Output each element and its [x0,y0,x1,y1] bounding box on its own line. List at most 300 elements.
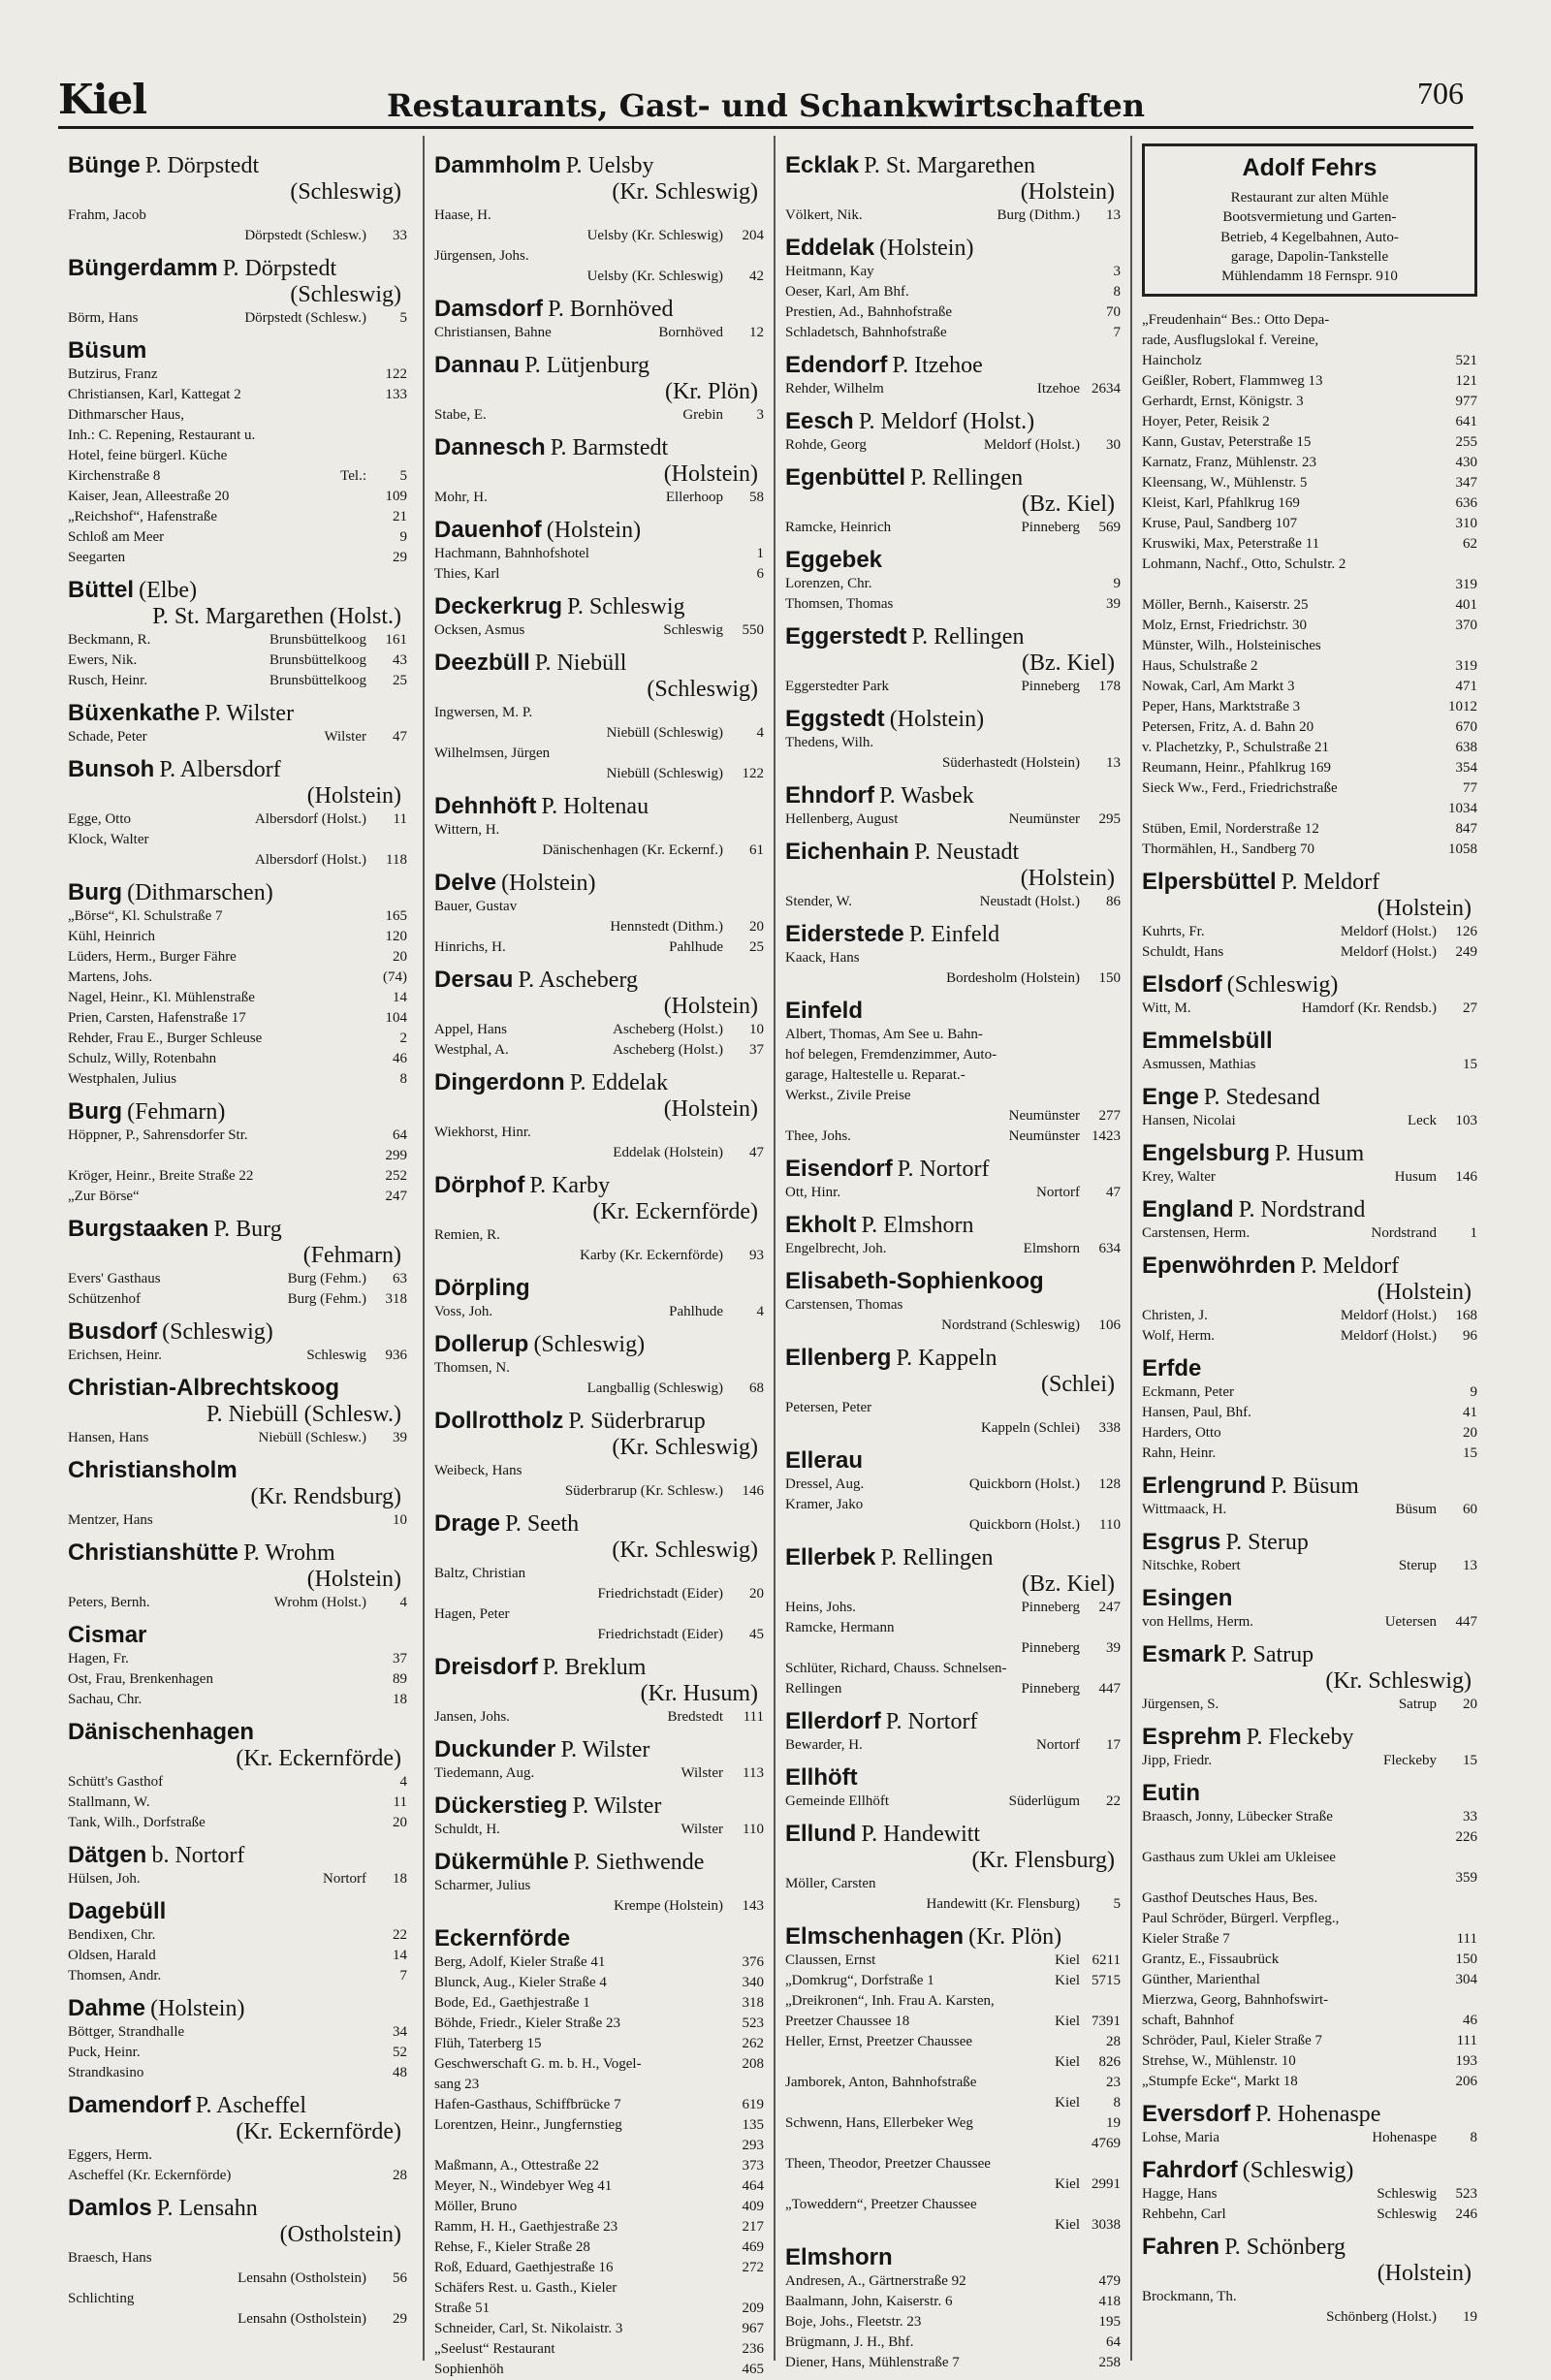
place-entry [68,577,407,691]
listing-name: Ott, Hinr. [785,1185,841,1200]
listing-location: Bredstedt [667,1709,723,1725]
listing-name: Böttger, Strandhalle [68,2024,185,2040]
place-name: Elmschenhagen [785,1923,965,1950]
listing-location: Pahlhude [669,939,723,955]
listing-phone: 61 [749,842,764,858]
place-post: (Holstein) [150,1996,245,2021]
listing-phone: 272 [742,2260,764,2275]
listing-name: Oldsen, Harald [68,1948,156,1963]
listing-location: Friedrichstadt (Eider) [597,1586,723,1602]
listing-row [785,2312,1121,2332]
place-post: (Holstein) [889,707,985,732]
listing-phone: 193 [1455,2053,1477,2070]
listing-name: Schladetsch, Bahnhofstraße [785,325,947,340]
listing-phone: 9 [1113,576,1121,591]
listing-name: Westphal, A. [434,1042,509,1058]
listing-phone: 47 [393,729,407,745]
place-entry [434,1408,764,1502]
place-post: P. Nordstrand [1238,1197,1366,1223]
place-name: Epenwöhrden [1142,1253,1296,1280]
listing-row [785,1316,1121,1336]
place-post: P. Fleckeby [1246,1725,1354,1751]
place-entry [68,1098,407,1207]
listing-name: Baltz, Christian [434,1566,526,1581]
column-divider [774,136,776,2361]
listing-name: Appel, Hans [434,1022,507,1037]
place-post: (Kr. Plön) [968,1924,1062,1950]
listing-row [434,1302,764,1322]
place-name: Burgstaaken [68,1216,209,1242]
listing-phone: 21 [393,509,407,524]
listing-location: Ascheberg (Holst.) [613,1042,723,1058]
place-post: P. Breklum [542,1655,647,1680]
listing-row [68,2309,407,2330]
listing-row [68,947,407,968]
place-entry [434,1331,764,1399]
listing-location: Burg (Dithm.) [997,207,1080,223]
listing-name: Kruswiki, Max, Peterstraße 11 [1142,536,1320,553]
place-heading [785,1708,1121,1735]
listing-phone: 111 [1456,2033,1477,2049]
listing-phone: 967 [742,2321,764,2336]
listing-phone: 70 [1106,304,1121,320]
listing-phone: 168 [1455,1308,1477,1324]
listing-location: Elmshorn [1023,1241,1080,1256]
listing-name: Schützenhof [68,1291,141,1307]
listing-phone: 4 [399,1774,407,1790]
listing-row [68,527,407,548]
place-entry [1142,1196,1477,1244]
listing-location: Schleswig [1377,2206,1437,2223]
listing-row [1142,473,1477,493]
listing-row [434,226,764,246]
listing-row [434,744,764,764]
listing-location: Wilster [324,729,366,745]
place-post: (Holstein) [546,518,642,543]
listing-name: Heitmann, Kay [785,264,874,279]
listing-phone: 2 [399,1031,407,1046]
listing-name: Wolf, Herm. [1142,1328,1216,1345]
listing-row [68,1925,407,1946]
listing-name: Schloß am Meer [68,529,165,545]
place-post: P. Sterup [1225,1530,1309,1556]
listing-name: Thee, Johs. [785,1128,851,1144]
place-entry [785,235,1121,343]
listing-row [1142,1807,1477,1827]
listing-name: Heins, Johs. [785,1600,856,1615]
place-heading [785,782,1121,809]
listing-name: Petersen, Fritz, A. d. Bahn 20 [1142,719,1314,736]
listing-row [785,1874,1121,1894]
place-post: (Schleswig) [533,1332,646,1357]
listing-row [785,1971,1121,1991]
listing-name: Gasthaus zum Uklei am Ukleisee [1142,1850,1336,1866]
listing-row [68,1049,407,1069]
listing-location: Schleswig [306,1348,366,1363]
place-name: Dannesch [434,434,546,460]
place-entry [68,2195,407,2330]
listing-row [785,1106,1121,1127]
listing-name: Nowak, Carl, Am Markt 3 [1142,679,1295,695]
listing-phone: 46 [393,1051,407,1066]
listing-location: Satrup [1398,1697,1437,1713]
listing-name: Klock, Walter [68,832,149,847]
listing-name: Schuldt, H. [434,1822,500,1837]
place-entry [68,2092,407,2186]
place-name: Ekholt [785,1212,857,1238]
place-name: Bunsoh [68,756,155,782]
listing-name: Frahm, Jacob [68,207,146,223]
listing-name: Lohse, Maria [1142,2130,1219,2146]
listing-name: Rehse, F., Kieler Straße 28 [434,2239,590,2255]
listing-phone: 118 [386,852,407,868]
listing-name: Hansen, Hans [68,1430,149,1445]
listing-row [1142,697,1477,717]
listing-phone: 8 [1470,2130,1477,2146]
place-name: Dänischenhagen [68,1719,255,1745]
listing-row [68,906,407,927]
listing-name: v. Plachetzky, P., Schulstraße 21 [1142,740,1330,756]
place-name: Dückerstieg [434,1793,568,1819]
listing-name: Inh.: C. Repening, Restaurant u. [68,428,256,443]
place-heading [1142,971,1477,999]
listing-phone: 122 [385,366,407,382]
place-name: Fahren [1142,2234,1220,2261]
listing-row [1142,310,1477,331]
listing-row [434,2339,764,2360]
listing-location: Quickborn (Holst.) [968,1476,1080,1492]
listing-row [785,2073,1121,2093]
place-name: Dätgen [68,1842,147,1868]
listing-row [785,574,1121,594]
listing-phone: 47 [749,1145,764,1160]
place-entry [1142,2234,1477,2328]
listing-row [785,2134,1121,2154]
place-heading [434,434,764,461]
listing-phone: 30 [1106,437,1121,453]
listing-row [1142,1909,1477,1929]
listing-phone: 5 [1113,1896,1121,1912]
listing-name: Berg, Adolf, Kieler Straße 41 [434,1954,606,1970]
place-name: Eesch [785,408,854,434]
listing-name: Ost, Frau, Brenkenhagen [68,1671,213,1687]
listing-row [68,446,407,466]
listing-location: Pinneberg [1021,520,1080,535]
listing-row [434,2136,764,2156]
listing-row [68,206,407,226]
listing-row [68,1813,407,1833]
place-region: (Kr. Eckernförde) [592,1199,758,1224]
listing-row [434,703,764,723]
listing-name: Schuldt, Hans [1142,944,1224,961]
place-name: Ehndorf [785,782,874,809]
listing-row [1142,1612,1477,1633]
listing-row [68,2269,407,2289]
place-name: Eggerstedt [785,623,907,650]
place-heading [434,1736,764,1763]
place-heading [785,235,1121,262]
listing-name: Rusch, Heinr. [68,673,148,688]
listing-phone: 370 [1455,618,1477,634]
listing-phone: 109 [385,489,407,504]
listing-phone: 122 [742,766,764,781]
listing-name: Kröger, Heinr., Breite Straße 22 [68,1168,254,1184]
listing-row [785,1295,1121,1316]
listing-name: Jürgensen, Johs. [434,248,529,264]
listing-name: Carstensen, Herm. [1142,1225,1250,1242]
listing-location: Pahlhude [669,1304,723,1319]
listing-phone: 217 [742,2219,764,2235]
listing-row [785,2012,1121,2032]
listing-row [1142,1695,1477,1715]
listing-row [434,841,764,861]
listing-name: Hagen, Peter [434,1606,510,1622]
listing-row [785,1991,1121,2012]
place-post: (Dithmarschen) [127,880,273,905]
place-post: P. Ascheffel [195,2093,306,2118]
listing-location: Pinneberg [1021,1640,1080,1656]
listing-phone: 9 [399,529,407,545]
place-post: P. Itzehoe [892,353,983,378]
listing-location: Kappeln (Schlei) [980,1420,1080,1436]
listing-phone: 359 [1455,1870,1477,1887]
place-heading [434,650,764,677]
listing-name: Geißler, Robert, Flammweg 13 [1142,373,1323,390]
place-name: Erlengrund [1142,1473,1267,1500]
listing-phone: 670 [1455,719,1477,736]
listing-phone: 25 [393,673,407,688]
listing-phone: 236 [742,2341,764,2357]
place-post: P. Niebüll [534,651,627,676]
listing-row [434,2156,764,2176]
listing-name: Beckmann, R. [68,632,151,648]
listing-location: Kiel [1055,2014,1080,2029]
listing-phone: 634 [1098,1241,1121,1256]
listing-name: Rohde, Georg [785,437,867,453]
listing-row [68,1690,407,1710]
listing-name: Rahn, Heinr. [1142,1445,1217,1462]
listing-phone: 247 [1098,1600,1121,1615]
place-region: (Ostholstein) [279,2222,401,2247]
listing-phone: 401 [1455,597,1477,614]
listing-row [1142,1223,1477,1244]
listing-name: Bode, Ed., Gaethjestraße 1 [434,1995,590,2011]
place-name: Eisendorf [785,1156,893,1182]
listing-name: Haincholz [1142,353,1202,369]
listing-name: Carstensen, Thomas [785,1297,903,1313]
listing-row [434,1461,764,1481]
listing-name: Lorentzen, Heinr., Jungfernstieg [434,2117,622,2133]
place-region: (Holstein) [663,1096,758,1122]
listing-location: Nortorf [323,1871,366,1887]
listing-phone: 161 [385,632,407,648]
listing-row [1142,331,1477,351]
place-entry [1142,1529,1477,1576]
place-post: P. Nortorf [897,1157,990,1182]
listing-phone: 373 [742,2158,764,2174]
listing-name: Böhde, Friedr., Kieler Straße 23 [434,2015,621,2031]
listing-row [1142,1970,1477,1990]
listing-row [68,466,407,487]
listing-row [1142,2011,1477,2031]
listing-location: Uelsby (Kr. Schleswig) [586,269,723,284]
place-post: P. Kappeln [896,1346,997,1371]
place-heading [785,2244,1121,2271]
listing-name: Strandkasino [68,2065,144,2080]
place-name: Christiansholm [68,1457,237,1483]
place-name: Damendorf [68,2092,191,2118]
place-heading [785,623,1121,651]
listing-phone: 37 [749,1042,764,1058]
listing-name: Sieck Ww., Ferd., Friedrichstraße [1142,780,1338,797]
listing-location: Grebin [682,407,723,423]
listing-phone: 936 [385,1348,407,1363]
listing-row [785,2032,1121,2052]
listing-row [1142,1111,1477,1131]
listing-location: Fleckeby [1383,1753,1437,1769]
listing-row [785,1679,1121,1699]
place-post: P. Wilster [560,1737,650,1762]
place-entry [68,1719,407,1833]
place-post: b. Nortorf [151,1843,245,1868]
listing-row [68,988,407,1008]
place-name: Dreisdorf [434,1654,538,1680]
listing-phone: 5715 [1092,1973,1121,1988]
listing-name: Kaiser, Jean, Alleestraße 20 [68,489,230,504]
listing-location: Sterup [1398,1558,1437,1574]
listing-phone: 64 [1106,2334,1121,2350]
listing-name: Christiansen, Bahne [434,325,552,340]
listing-name: Tank, Wilh., Dorfstraße [68,1815,206,1830]
listing-location: Süderbrarup (Kr. Schlesw.) [564,1483,723,1499]
listing-phone: 226 [1455,1829,1477,1846]
listing-name: Christiansen, Karl, Kattegat 2 [68,387,241,402]
listing-phone: 93 [749,1248,764,1263]
place-entry [434,352,764,426]
place-post: P. Hohenaspe [1255,2102,1381,2128]
place-heading [434,1793,764,1820]
listing-row [1142,493,1477,514]
place-post: P. Ascheberg [518,968,639,993]
listing-name: Engelbrecht, Joh. [785,1241,887,1256]
place-heading [68,1375,407,1402]
listing-row [434,1040,764,1061]
listing-name: Schlichting [68,2291,135,2306]
listing-row [1142,1306,1477,1326]
listing-name: Paul Schröder, Bürgerl. Verpfleg., [1142,1911,1340,1927]
place-name: Bünge [68,152,141,178]
place-name: Ellerdorf [785,1708,881,1734]
listing-row [785,1792,1121,1812]
listing-name: Prestien, Ad., Bahnhofstraße [785,304,953,320]
place-name: Eggstedt [785,706,885,732]
place-name: Dükermühle [434,1849,569,1875]
listing-row [785,2332,1121,2353]
advert-line: Mühlendamm 18 Fernspr. 910 [1221,269,1398,284]
listing-row [1142,2031,1477,2051]
listing-name: Völkert, Nik. [785,207,863,223]
listing-phone: 62 [1463,536,1477,553]
listing-row [1142,555,1477,575]
place-post: P. Süderbrarup [568,1409,706,1434]
place-region: (Bz. Kiel) [1022,492,1115,517]
listing-name: Kleist, Karl, Pfahlkrug 169 [1142,495,1300,512]
place-post: P. Dörpstedt [144,153,260,178]
listing-row [1142,636,1477,656]
listing-phone: 42 [749,269,764,284]
listing-row [434,1707,764,1728]
place-post: P. Lensahn [156,2196,258,2221]
place-name: Dollerup [434,1331,529,1357]
place-entry [785,352,1121,399]
listing-row [434,2176,764,2197]
place-entry [434,650,764,784]
listing-phone: 3 [1113,264,1121,279]
place-entry [434,1925,764,2380]
listing-phone: 111 [743,1709,764,1725]
place-heading [434,1275,764,1302]
place-entry [1142,1253,1477,1347]
listing-row [785,1239,1121,1259]
listing-row [1142,2072,1477,2092]
listing-phone: 178 [1098,679,1121,694]
listing-name: Ocksen, Asmus [434,622,525,638]
listing-location: Leck [1408,1113,1437,1129]
place-entry [785,782,1121,830]
column-3 [785,143,1121,2370]
listing-row [68,365,407,385]
place-heading [785,1212,1121,1239]
listing-name: Hansen, Nicolai [1142,1113,1236,1129]
place-post: (Schleswig) [1226,972,1339,999]
listing-name: Stüben, Emil, Norderstraße 12 [1142,821,1319,838]
listing-phone: 464 [742,2178,764,2194]
listing-row [68,1669,407,1690]
listing-row [434,1143,764,1163]
listing-name: Stallmann, W. [68,1794,150,1810]
listing-row [785,282,1121,302]
advert-line: Bootsvermietung und Garten- [1222,209,1397,226]
place-name: Dannau [434,352,521,378]
listing-row [68,1869,407,1889]
listing-row [68,830,407,850]
listing-name: Nitschke, Robert [1142,1558,1241,1574]
place-heading [1142,1355,1477,1382]
advert-line: Betrieb, 4 Kegelbahnen, Auto- [1220,229,1399,245]
listing-name: Thomsen, Andr. [68,1968,162,1983]
listing-name: Schade, Peter [68,729,147,745]
place-post: P. Schönberg [1224,2235,1346,2261]
listing-name: Grantz, E., Fissaubrück [1142,1952,1280,1968]
listing-location: Pinneberg [1021,1681,1080,1697]
listing-row [1142,656,1477,677]
place-name: Elisabeth-Sophienkoog [785,1268,1044,1294]
listing-name: „Börse“, Kl. Schulstraße 7 [68,908,223,924]
listing-name: Kramer, Jako [785,1497,864,1512]
place-post: P. Neustadt [914,840,1020,865]
listing-phone: 469 [742,2239,764,2255]
place-heading [785,1923,1121,1951]
listing-name: Hansen, Paul, Bhf. [1142,1405,1251,1421]
place-post: P. Rellingen [911,624,1025,650]
place-heading [1142,1780,1477,1807]
listing-phone: 252 [385,1168,407,1184]
listing-location: Kiel [1055,2095,1080,2110]
listing-name: Rehbehn, Carl [1142,2206,1226,2223]
listing-name: Gemeinde Ellhöft [785,1793,890,1809]
listing-phone: 39 [1106,1640,1121,1656]
place-entry [785,1345,1121,1439]
